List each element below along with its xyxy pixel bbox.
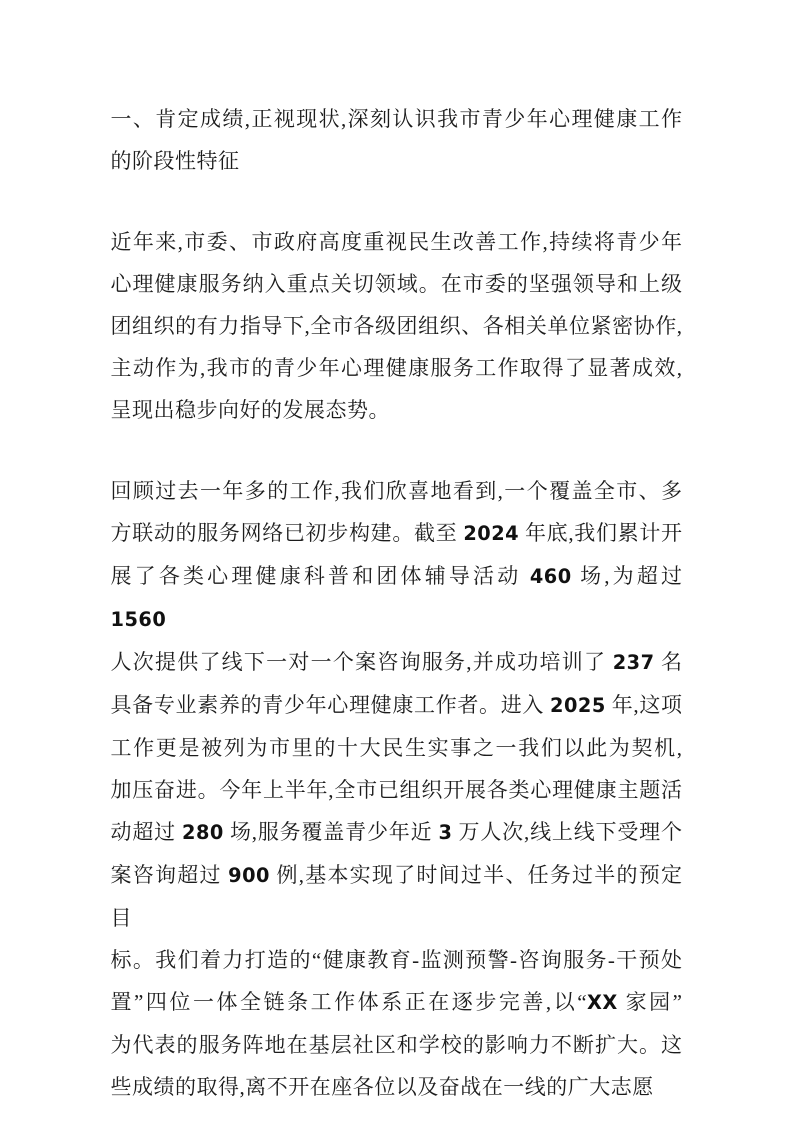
latin-text: 3: [438, 821, 453, 844]
paragraph-line: 人次提供了线下一对一个案咨询服务,并成功培训了 237 名: [110, 650, 683, 674]
latin-text: 1560: [110, 608, 167, 631]
section-heading: [111, 98, 683, 182]
latin-text: XX: [587, 991, 618, 1014]
latin-text: 2025: [550, 694, 606, 717]
paragraph-line: 标。我们着力打造的“健康教育-监测预警-咨询服务-干预处: [110, 948, 683, 972]
paragraph: [111, 221, 683, 431]
latin-text: 2024: [463, 522, 520, 545]
paragraph-line: 回顾过去一年多的工作,我们欣喜地看到,一个覆盖全市、多: [110, 479, 683, 503]
latin-text: 237: [612, 651, 655, 674]
paragraph-line: 团组织的有力指导下,全市各级团组织、各相关单位紧密协作,: [110, 314, 683, 338]
paragraph-line: 为代表的服务阵地在基层社区和学校的影响力不断扩大。这: [110, 1033, 683, 1057]
paragraph-line: 主动作为,我市的青少年心理健康服务工作取得了显著成效,: [110, 356, 683, 380]
paragraph-line: 呈现出稳步向好的发展态势。: [110, 398, 390, 422]
paragraph-line: 案咨询超过 900 例,基本实现了时间过半、任务过半的预定目: [110, 863, 683, 930]
paragraph-line: 展了各类心理健康科普和团体辅导活动 460 场,为超过 1560: [110, 564, 683, 631]
paragraph-line: 工作更是被列为市里的十大民生实事之一我们以此为契机,: [110, 736, 683, 760]
heading-line: 的阶段性特征: [110, 149, 240, 173]
paragraph: [111, 470, 683, 1108]
paragraph-line: 心理健康服务纳入重点关切领域。在市委的坚强领导和上级: [110, 272, 683, 296]
paragraph-line: 具备专业素养的青少年心理健康工作者。进入 2025 年,这项: [110, 693, 683, 717]
paragraph-line: 加压奋进。今年上半年,全市已组织开展各类心理健康主题活: [110, 778, 683, 802]
heading-line: 一、肯定成绩,正视现状,深刻认识我市青少年心理健康工作: [110, 107, 683, 131]
latin-text: 460: [529, 565, 572, 588]
paragraph-line: 近年来,市委、市政府高度重视民生改善工作,持续将青少年: [110, 230, 683, 254]
document-body: [111, 98, 683, 1108]
paragraph-line: 动超过 280 场,服务覆盖青少年近 3 万人次,线上线下受理个: [110, 820, 683, 844]
paragraph-line: 些成绩的取得,离不开在座各位以及奋战在一线的广大志愿: [110, 1075, 654, 1099]
latin-text: 280: [182, 821, 224, 844]
latin-text: 900: [228, 864, 270, 887]
paragraph-line: 置”四位一体全链条工作体系正在逐步完善,以“XX 家园”: [110, 990, 683, 1014]
paragraph-line: 方联动的服务网络已初步构建。截至 2024 年底,我们累计开: [110, 521, 683, 545]
